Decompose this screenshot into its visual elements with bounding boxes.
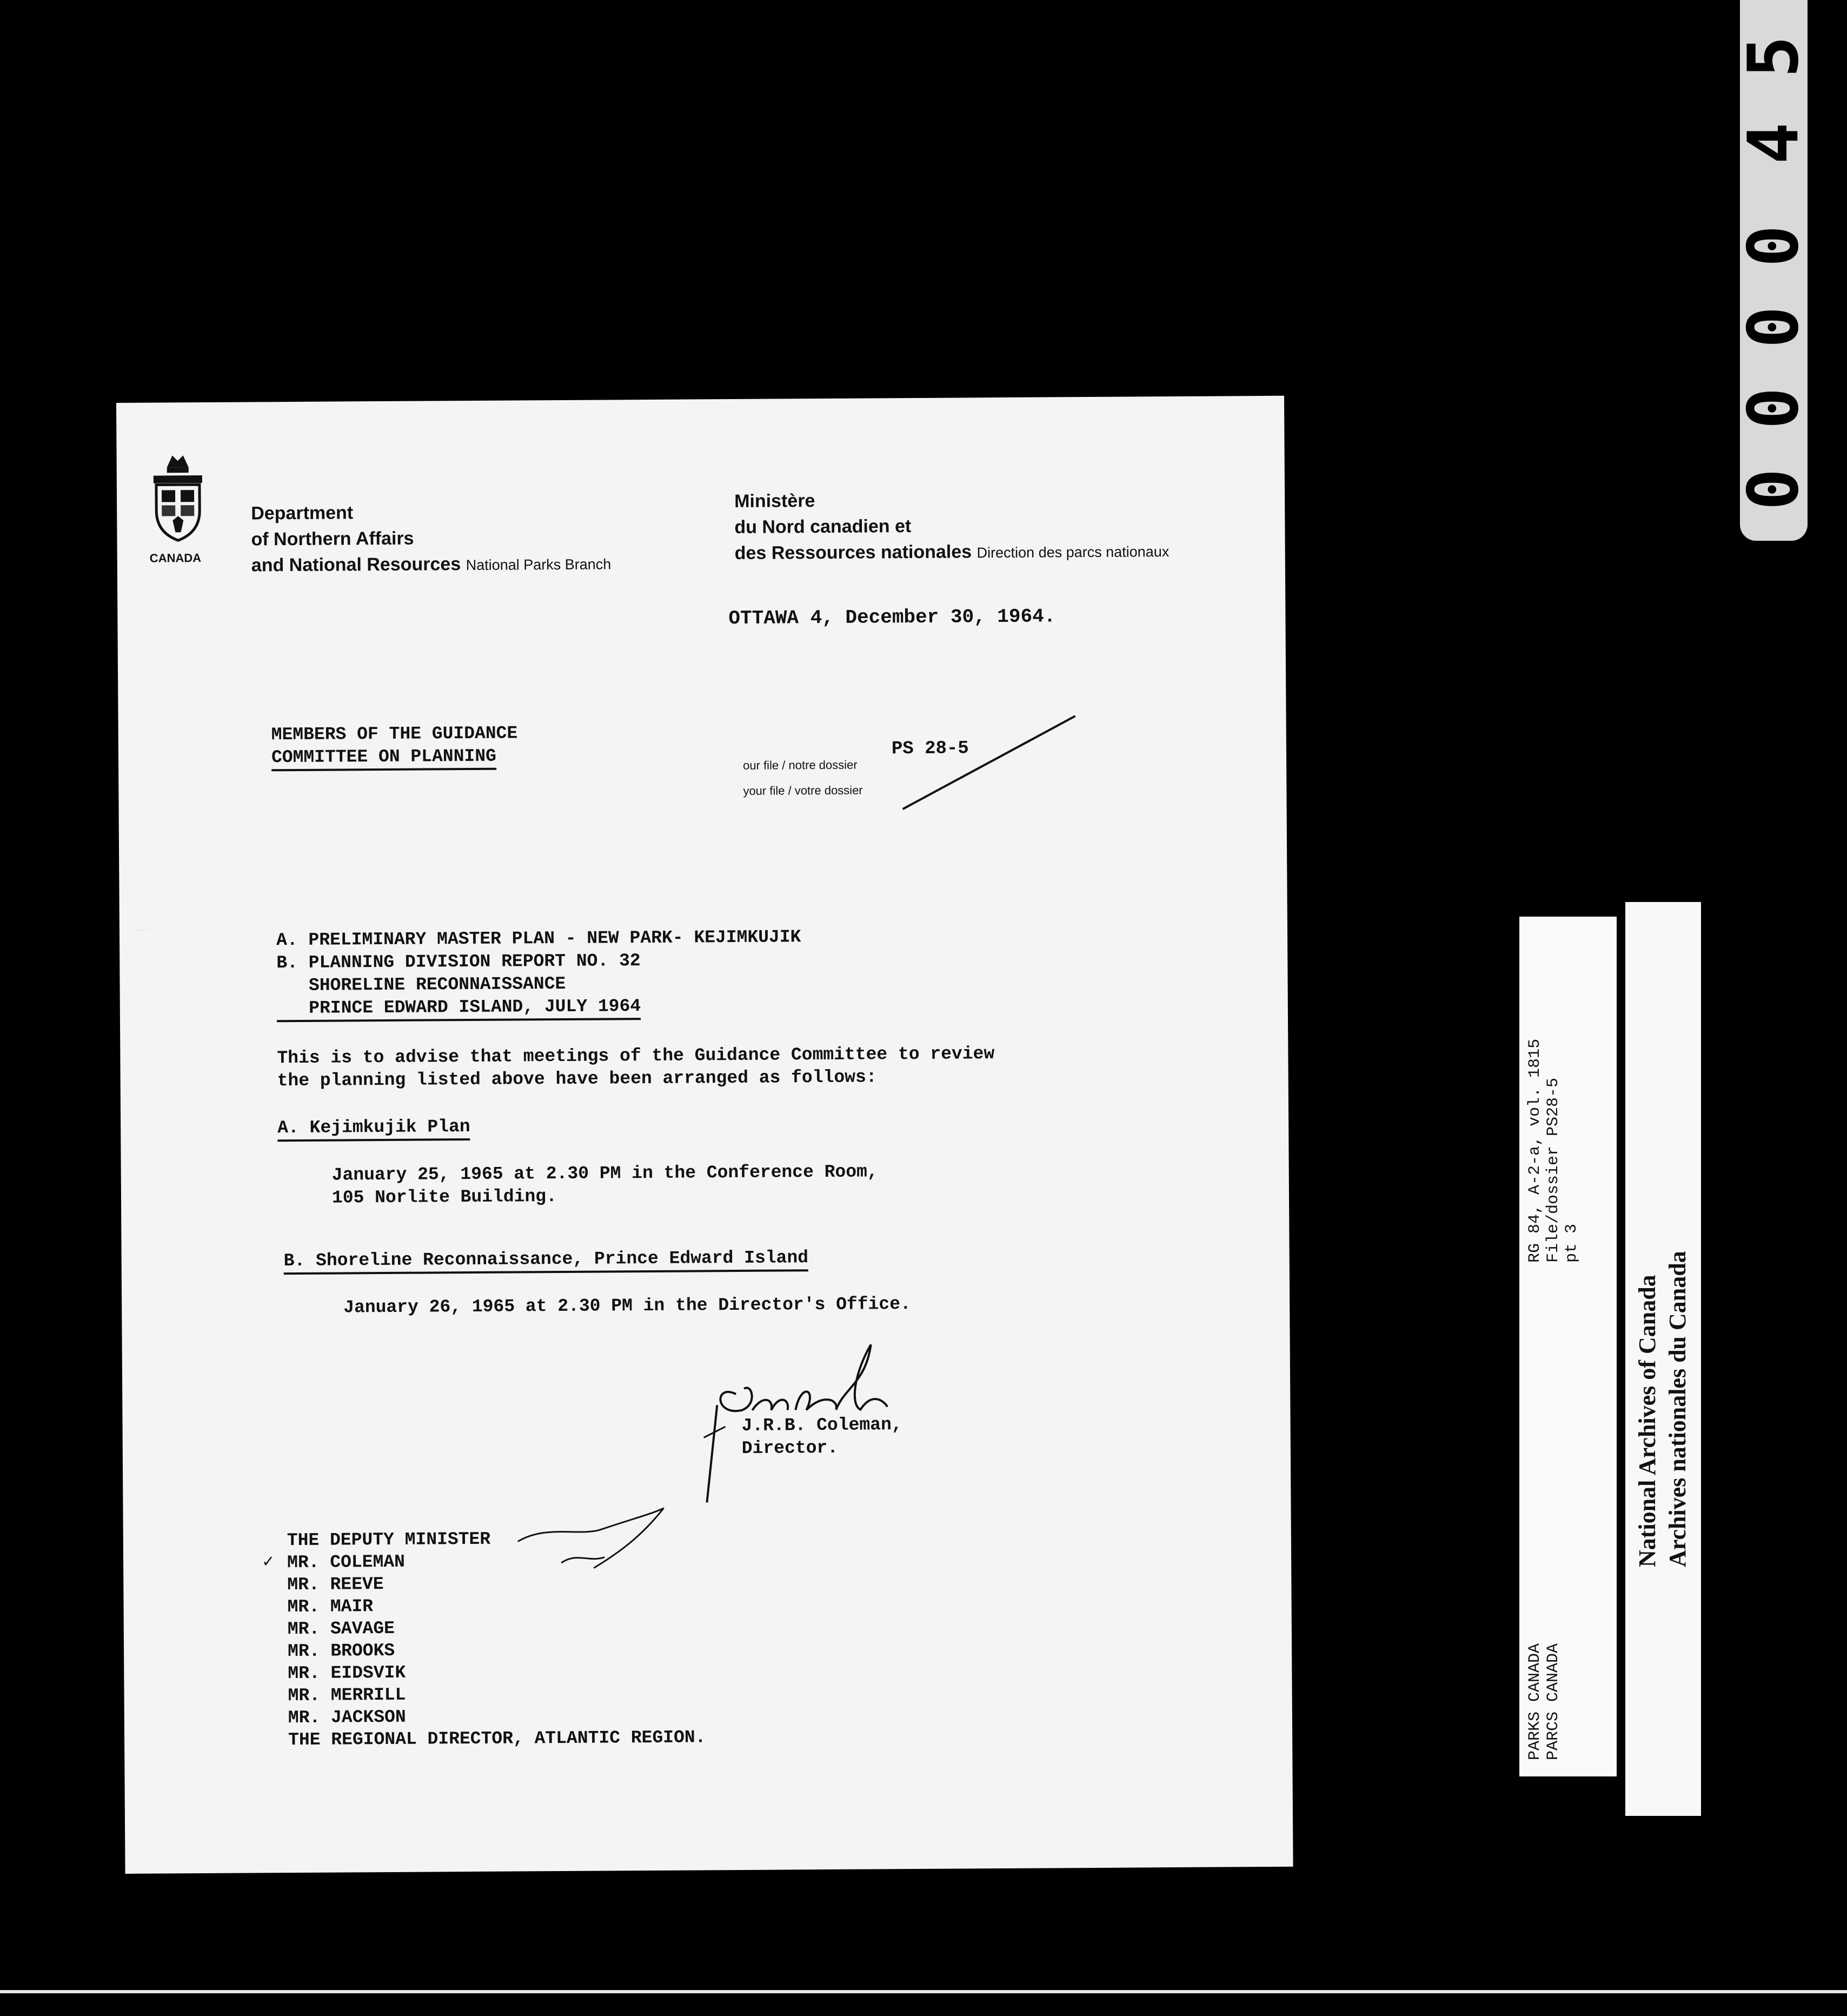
subject-b1: B. PLANNING DIVISION REPORT NO. 32 xyxy=(276,951,641,973)
frame-digit: 0 xyxy=(1733,225,1814,267)
archive-ref-line1: RG 84, A-2-a, vol. 1815 xyxy=(1526,1038,1544,1263)
subject-a: A. PRELIMINARY MASTER PLAN - NEW PARK- KEJIMKUJIK xyxy=(276,927,801,951)
subject-b3: PRINCE EDWARD ISLAND, JULY 1964 xyxy=(277,995,641,1022)
archive-reference-label xyxy=(1519,917,1617,1776)
canada-label: CANADA xyxy=(149,551,202,565)
department-fr xyxy=(734,486,1169,567)
body-line1: This is to advise that meetings of the Guidance Committee to review xyxy=(277,1044,995,1069)
department-en-line1: Department xyxy=(251,502,354,524)
frame-digit: 4 xyxy=(1733,122,1814,164)
body-line2: the planning listed above have been arranged as follows: xyxy=(277,1067,877,1091)
canada-coat-of-arms-icon xyxy=(148,451,208,543)
distribution-item: THE DEPUTY MINISTER xyxy=(287,1529,491,1551)
distribution-item: MR. REEVE xyxy=(287,1574,384,1595)
frame-digit: 0 xyxy=(1733,306,1814,348)
department-fr-line1: Ministère xyxy=(734,490,815,512)
your-file-label: your file / votre dossier xyxy=(743,783,863,798)
distribution-item: MR. COLEMAN xyxy=(287,1551,406,1573)
letter-page xyxy=(116,396,1293,1874)
file-number: PS 28-5 xyxy=(891,738,969,760)
section-a-line2: 105 Norlite Building. xyxy=(331,1186,557,1208)
margin-tick xyxy=(135,929,149,931)
distribution-item: MR. JACKSON xyxy=(288,1707,406,1728)
department-fr-line2: du Nord canadien et xyxy=(734,516,912,538)
branch-fr: Direction des parcs nationaux xyxy=(976,543,1170,561)
distribution-item: MR. BROOKS xyxy=(287,1640,395,1662)
national-archives-label xyxy=(1625,902,1701,1816)
distribution-item: MR. EIDSVIK xyxy=(288,1662,406,1684)
our-file-label: our file / notre dossier xyxy=(743,758,858,772)
archive-ref-line3: pt 3 xyxy=(1563,1223,1581,1263)
addressee-line2: COMMITTEE ON PLANNING xyxy=(271,745,496,772)
section-a-title: A. Kejimkujik Plan xyxy=(277,1116,470,1142)
section-b-line1: January 26, 1965 at 2.30 PM in the Director's Office. xyxy=(343,1294,911,1318)
frame-number-strip xyxy=(1733,0,1814,541)
archive-ref-line2: File/dossier PS28-5 xyxy=(1544,1077,1563,1263)
department-fr-line3: des Ressources nationales Direction des parcs nationaux xyxy=(734,541,1170,564)
distribution-item: MR. MERRILL xyxy=(288,1685,406,1706)
file-slash-mark xyxy=(897,711,1081,814)
distribution-item: MR. SAVAGE xyxy=(287,1618,395,1640)
signer-title: Director. xyxy=(741,1437,839,1458)
place-date: OTTAWA 4, December 30, 1964. xyxy=(728,605,1056,630)
department-en-line2: of Northern Affairs xyxy=(251,528,414,550)
branch-en: National Parks Branch xyxy=(466,556,612,574)
subject-b2: SHORELINE RECONNAISSANCE xyxy=(276,973,566,996)
addressee-line1: MEMBERS OF THE GUIDANCE xyxy=(271,723,518,745)
signer-name: J.R.B. Coleman, xyxy=(741,1415,902,1436)
department-en-line3: and National Resources National Parks Branch xyxy=(251,554,612,576)
distribution-item: THE REGIONAL DIRECTOR, ATLANTIC REGION. xyxy=(288,1727,706,1750)
frame-digit: 0 xyxy=(1733,387,1814,429)
section-a-line1: January 25, 1965 at 2.30 PM in the Conference Room, xyxy=(331,1162,878,1185)
archives-fr: Archives nationales du Canada xyxy=(1664,1251,1691,1567)
archives-en: National Archives of Canada xyxy=(1634,1275,1660,1567)
distribution-item: MR. MAIR xyxy=(287,1596,374,1617)
frame-digit: 0 xyxy=(1733,468,1814,510)
department-en xyxy=(251,498,611,579)
film-edge-line xyxy=(0,1990,1847,1993)
agency-en: PARKS CANADA xyxy=(1526,1643,1544,1760)
initials-scribble xyxy=(512,1503,675,1574)
section-b-title: B. Shoreline Reconnaissance, Prince Edward Island xyxy=(284,1246,809,1275)
agency-fr: PARCS CANADA xyxy=(1544,1643,1563,1760)
check-mark: ✓ xyxy=(262,1552,274,1573)
frame-digit: 5 xyxy=(1733,36,1814,78)
